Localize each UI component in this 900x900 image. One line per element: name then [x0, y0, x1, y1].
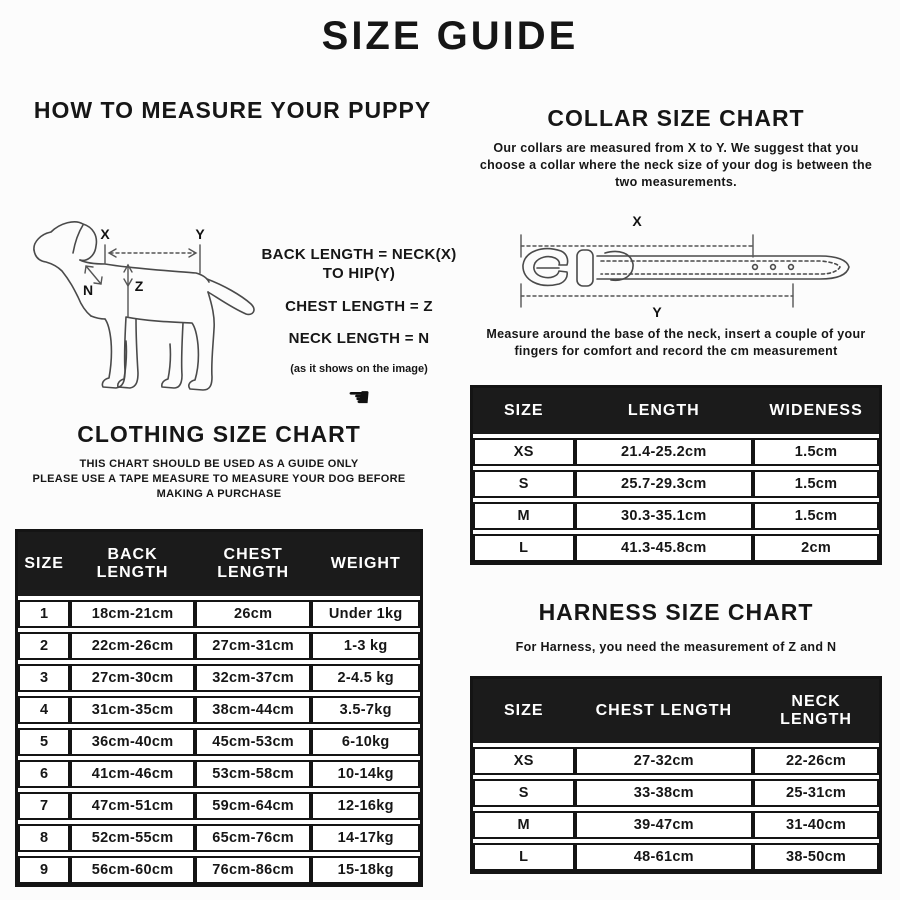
table-row [18, 664, 420, 692]
table-cell: 45cm-53cm [195, 728, 312, 756]
table-cell: 38-50cm [753, 843, 879, 871]
table-cell: 59cm-64cm [195, 792, 312, 820]
table-cell: 27cm-30cm [70, 664, 195, 692]
table-cell: Under 1kg [311, 600, 420, 628]
measure-section [10, 97, 455, 434]
harness-size-table [470, 676, 882, 874]
measure-body [10, 124, 455, 434]
page-title: SIZE GUIDE [321, 14, 579, 58]
table-cell: M [473, 502, 575, 530]
clothing-heading: CLOTHING SIZE CHART [77, 421, 361, 447]
neck-length-note: NECK LENGTH = N [288, 330, 430, 348]
table-cell: 6 [18, 760, 70, 788]
table-cell: 10-14kg [311, 760, 420, 788]
column-header: NECK LENGTH [753, 679, 879, 743]
table-row [18, 824, 420, 852]
table-cell: 4 [18, 696, 70, 724]
table-row [18, 632, 420, 660]
table-cell: M [473, 811, 575, 839]
table-cell: 8 [18, 824, 70, 852]
table-cell: 22-26cm [753, 747, 879, 775]
table-cell: XS [473, 438, 575, 466]
table-cell: 3 [18, 664, 70, 692]
label-y: Y [195, 226, 205, 242]
collar-size-table [470, 385, 882, 565]
table-cell: 22cm-26cm [70, 632, 195, 660]
table-cell: 3.5-7kg [311, 696, 420, 724]
column-header: SIZE [473, 679, 575, 743]
collar-label-y: Y [652, 303, 662, 319]
clothing-section [15, 421, 423, 887]
table-cell: 39-47cm [575, 811, 754, 839]
collar-label-x: X [632, 212, 642, 229]
table-cell: 6-10kg [311, 728, 420, 756]
table-cell: 9 [18, 856, 70, 884]
table-row [473, 843, 879, 871]
table-row [18, 600, 420, 628]
column-header: WEIGHT [311, 532, 420, 596]
table-cell: 47cm-51cm [70, 792, 195, 820]
table-cell: 38cm-44cm [195, 696, 312, 724]
table-cell: L [473, 843, 575, 871]
pointing-hand-icon: ☚ [347, 383, 371, 413]
table-cell: 41.3-45.8cm [575, 534, 754, 562]
clothing-size-table [15, 529, 423, 887]
table-row [18, 760, 420, 788]
table-row [473, 534, 879, 562]
table-row [473, 470, 879, 498]
table-row [473, 779, 879, 807]
table-cell: 31cm-35cm [70, 696, 195, 724]
table-cell: 1 [18, 600, 70, 628]
table-cell: S [473, 470, 575, 498]
column-header: LENGTH [575, 388, 754, 434]
table-cell: 1-3 kg [311, 632, 420, 660]
table-cell: 56cm-60cm [70, 856, 195, 884]
table-row [18, 856, 420, 884]
column-header: BACK LENGTH [70, 532, 195, 596]
chest-length-note: CHEST LENGTH = Z [285, 297, 433, 315]
harness-note: For Harness, you need the measurement of Z and N [515, 640, 837, 654]
column-header: CHEST LENGTH [195, 532, 312, 596]
table-cell: 5 [18, 728, 70, 756]
column-header: WIDENESS [753, 388, 879, 434]
table-cell: 14-17kg [311, 824, 420, 852]
table-cell: L [473, 534, 575, 562]
table-cell: 27-32cm [575, 747, 754, 775]
clothing-table-header-row [18, 532, 420, 596]
label-z: Z [134, 278, 144, 294]
table-cell: 1.5cm [753, 438, 879, 466]
table-cell: 25.7-29.3cm [575, 470, 754, 498]
table-row [473, 438, 879, 466]
image-caption: (as it shows on the image) [290, 363, 428, 375]
table-cell: 27cm-31cm [195, 632, 312, 660]
harness-section [470, 599, 882, 874]
clothing-note-line1: THIS CHART SHOULD BE USED AS A GUIDE ONLY [79, 458, 359, 470]
collar-description: Our collars are measured from X to Y. We suggest that you choose a collar where the neck size of your dog is between the two measurements. [479, 141, 873, 189]
label-x: X [100, 226, 110, 242]
table-cell: 76cm-86cm [195, 856, 312, 884]
table-cell: 18cm-21cm [70, 600, 195, 628]
back-length-note: BACK LENGTH = NECK(X) TO HIP(Y) [261, 246, 457, 282]
table-cell: 2-4.5 kg [311, 664, 420, 692]
table-cell: 53cm-58cm [195, 760, 312, 788]
table-cell: 48-61cm [575, 843, 754, 871]
table-cell: 7 [18, 792, 70, 820]
column-header: SIZE [18, 532, 70, 596]
collar-measure-note: Measure around the base of the neck, insert a couple of your fingers for comfort and record the cm measurement [486, 326, 866, 358]
table-cell: 1.5cm [753, 470, 879, 498]
table-cell: 2cm [753, 534, 879, 562]
table-row [473, 811, 879, 839]
collar-diagram [485, 201, 867, 319]
collar-table-header-row [473, 388, 879, 434]
label-n: N [82, 282, 94, 298]
table-cell: 36cm-40cm [70, 728, 195, 756]
table-row [473, 502, 879, 530]
table-cell: 32cm-37cm [195, 664, 312, 692]
table-row [18, 728, 420, 756]
table-cell: 12-16kg [311, 792, 420, 820]
column-header: SIZE [473, 388, 575, 434]
table-cell: S [473, 779, 575, 807]
table-cell: 30.3-35.1cm [575, 502, 754, 530]
table-row [18, 792, 420, 820]
column-header: CHEST LENGTH [575, 679, 754, 743]
measure-heading: HOW TO MEASURE YOUR PUPPY [33, 97, 432, 123]
table-row [473, 747, 879, 775]
harness-heading: HARNESS SIZE CHART [538, 599, 814, 625]
table-cell: 65cm-76cm [195, 824, 312, 852]
table-cell: 21.4-25.2cm [575, 438, 754, 466]
clothing-note-line2: PLEASE USE A TAPE MEASURE TO MEASURE YOUR DOG BEFORE MAKING A PURCHASE [32, 472, 406, 500]
table-cell: 33-38cm [575, 779, 754, 807]
table-cell: 31-40cm [753, 811, 879, 839]
table-cell: 52cm-55cm [70, 824, 195, 852]
table-cell: 41cm-46cm [70, 760, 195, 788]
table-cell: 25-31cm [753, 779, 879, 807]
harness-table-header-row [473, 679, 879, 743]
collar-section [470, 105, 882, 565]
table-cell: 2 [18, 632, 70, 660]
table-cell: 26cm [195, 600, 312, 628]
collar-heading: COLLAR SIZE CHART [547, 105, 805, 131]
table-cell: 1.5cm [753, 502, 879, 530]
table-cell: XS [473, 747, 575, 775]
dog-measure-diagram [20, 195, 272, 421]
table-row [18, 696, 420, 724]
table-cell: 15-18kg [311, 856, 420, 884]
measure-notes [260, 246, 458, 411]
